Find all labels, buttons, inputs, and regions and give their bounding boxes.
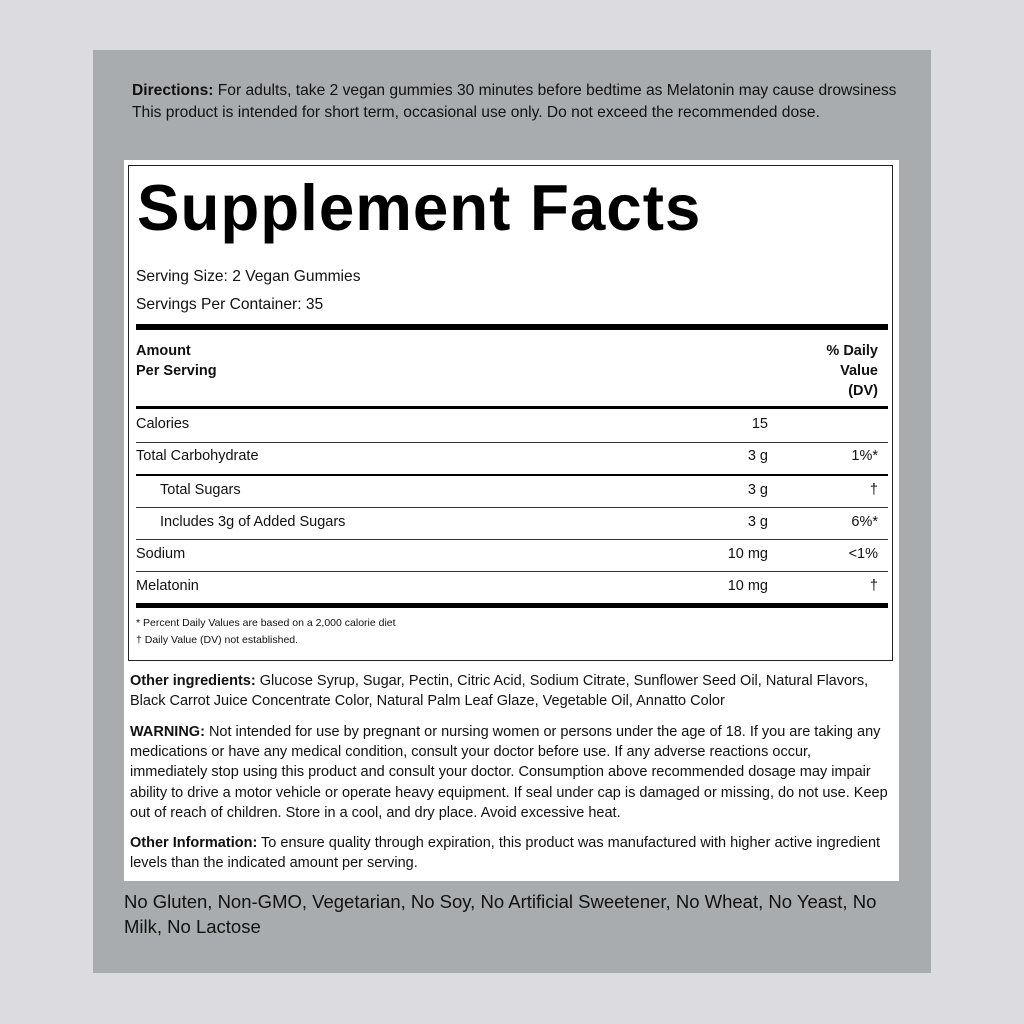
- divider-header: [136, 406, 888, 409]
- divider-bottom: [136, 603, 888, 608]
- row-amount: 10 mg: [727, 578, 768, 594]
- other-information: [130, 833, 890, 873]
- row-amount: 3 g: [747, 514, 768, 530]
- amount-header-line1: Amount: [136, 343, 191, 359]
- amount-header: [136, 341, 217, 381]
- row-dv: †: [869, 482, 878, 498]
- facts-title: Supplement Facts: [137, 171, 702, 244]
- allergen-badges: No Gluten, Non-GMO, Vegetarian, No Soy, No Artificial Sweetener, No Wheat, No Yeast, No Milk, No Lactose: [124, 891, 877, 937]
- amount-header-line2: Per Serving: [136, 363, 217, 379]
- row-amount: 15: [751, 416, 768, 432]
- other-information-label: Other Information:: [130, 835, 258, 851]
- row-name: Sodium: [136, 546, 186, 562]
- row-dv: <1%: [848, 546, 878, 562]
- row-name: Melatonin: [136, 578, 199, 594]
- row-dv: †: [869, 578, 878, 594]
- dv-header-line2: Value: [840, 363, 878, 379]
- row-divider: [136, 442, 888, 443]
- row-name: Total Carbohydrate: [136, 448, 259, 464]
- other-ingredients-text: Glucose Syrup, Sugar, Pectin, Citric Acid, Sodium Citrate, Sunflower Seed Oil, Natural Flavors, Black Carrot Juice Concentrate Color, Natural Palm Leaf Glaze, Vegetable Oil, Annatto Color: [130, 673, 869, 710]
- row-dv: 6%*: [851, 514, 878, 530]
- dv-header-line3: (DV): [848, 383, 878, 399]
- footnote-dv-not-established: † Daily Value (DV) not established.: [136, 634, 299, 646]
- row-divider: [136, 571, 888, 572]
- row-name: Calories: [136, 416, 190, 432]
- other-ingredients: [130, 671, 890, 711]
- dv-header-line1: % Daily: [826, 343, 878, 359]
- row-name: Total Sugars: [160, 482, 241, 498]
- servings-per-container: Servings Per Container: 35: [136, 296, 324, 313]
- row-divider: [136, 507, 888, 508]
- row-name: Includes 3g of Added Sugars: [160, 514, 346, 530]
- row-dv: 1%*: [851, 448, 878, 464]
- row-amount: 3 g: [747, 482, 768, 498]
- footnote-percent-dv: * Percent Daily Values are based on a 2,000 calorie diet: [136, 617, 396, 629]
- divider-thick: [136, 324, 888, 330]
- other-information-text: To ensure quality through expiration, this product was manufactured with higher active ingredient levels than the indicated amount per serving.: [130, 835, 881, 872]
- row-amount: 3 g: [747, 448, 768, 464]
- row-divider: [136, 474, 888, 476]
- row-divider: [136, 539, 888, 540]
- row-amount: 10 mg: [727, 546, 768, 562]
- warning-text: Not intended for use by pregnant or nursing women or persons under the age of 18. If you are taking any medications or have any medical condition, consult your doctor before use. If any adverse reactions occur, immediately stop using this product and consult your doctor. Consumption above recommended dosage may impair ability to drive a motor vehicle or operate heavy equipment. If seal under cap is damaged or missing, do not use. Keep out of reach of children. Store in a cool, and dry place. Avoid excessive heat.: [130, 724, 888, 821]
- directions-body: For adults, take 2 vegan gummies 30 minutes before bedtime as Melatonin may cause drowsiness This product is intended for short term, occasional use only. Do not exceed the recommended dose.: [132, 82, 897, 121]
- directions-text: [132, 80, 902, 124]
- dv-header: [790, 341, 878, 401]
- serving-size: Serving Size: 2 Vegan Gummies: [136, 268, 361, 285]
- directions-label: Directions:: [132, 82, 214, 99]
- other-ingredients-label: Other ingredients:: [130, 673, 256, 689]
- warning-label: WARNING:: [130, 724, 205, 740]
- warning: [130, 722, 890, 823]
